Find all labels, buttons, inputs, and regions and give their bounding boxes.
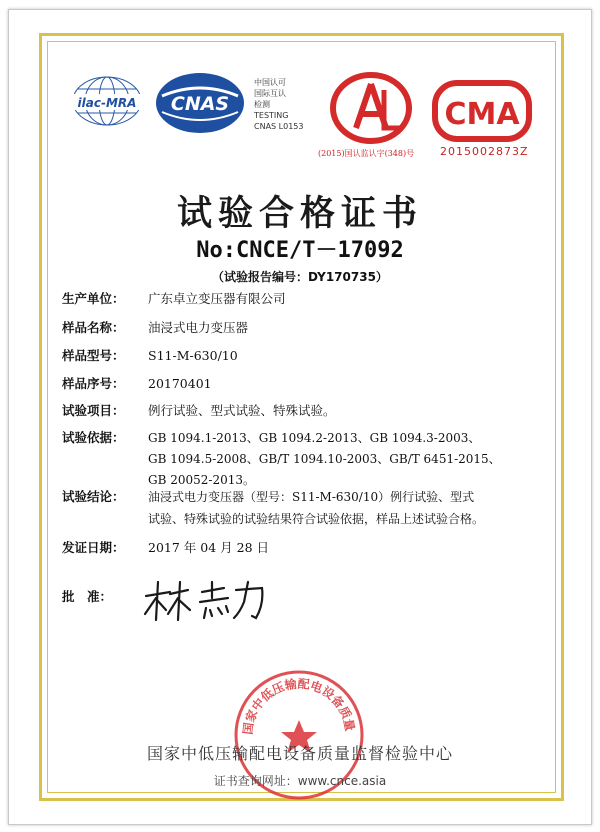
field-label: 样品名称： — [62, 320, 125, 335]
cnas-logo — [152, 70, 248, 140]
field-label: 试验项目： — [62, 403, 125, 418]
field-label: 试验依据： — [62, 430, 125, 445]
conclusion-line: 试验、特殊试验的试验结果符合试验依据，样品上述试验合格。 — [148, 512, 485, 526]
cal-logo — [328, 72, 414, 148]
field-value: 例行试验、型式试验、特殊试验。 — [148, 403, 336, 418]
stamp-text: 国家中低压输配电设备质量 — [240, 676, 358, 736]
signature — [140, 578, 270, 628]
field-value: S11-M-630/10 — [148, 348, 238, 363]
ilac-mra-logo — [68, 72, 146, 134]
cnas-side-line: 国际互认 — [254, 89, 286, 98]
footer-query-url: 证书查询网址：www.cnce.asia — [213, 774, 387, 788]
cal-logo-text: CAL — [370, 112, 372, 113]
certificate-title: 试验合格证书 — [176, 193, 423, 234]
cnas-side-line: 中国认可 — [254, 78, 286, 87]
field-label: 样品型号： — [62, 348, 125, 363]
field-value: 2017 年 04 月 28 日 — [148, 540, 269, 555]
field-label: 样品序号： — [62, 376, 125, 391]
field-value: 广东卓立变压器有限公司 — [148, 291, 286, 306]
cnas-accreditation-text — [254, 77, 303, 132]
field-label: 试验结论： — [62, 489, 125, 504]
field-label: 发证日期： — [62, 540, 125, 555]
certificate-number: No:CNCE/T－17092 — [196, 238, 404, 263]
cnas-side-line: CNAS L0153 — [254, 122, 304, 131]
field-value: 油浸式电力变压器 — [148, 320, 249, 335]
ilac-logo-text: ilac-MRA — [77, 96, 137, 110]
conclusion-line: 油浸式电力变压器（型号：S11-M-630/10）例行试验、型式 — [148, 490, 475, 504]
cnas-logo-text: CNAS — [170, 93, 230, 115]
field-label: 批 准： — [62, 589, 113, 604]
cma-logo — [432, 80, 532, 146]
footer-organization: 国家中低压输配电设备质量监督检验中心 — [146, 744, 453, 763]
cnas-side-line: TESTING — [254, 111, 289, 120]
cnas-side-line: 检测 — [254, 100, 270, 109]
cma-caption: 2015002873Z — [440, 145, 529, 158]
cma-logo-text: CMA — [444, 97, 520, 132]
field-value: 20170401 — [148, 376, 212, 391]
basis-line: GB 1094.1-2013、GB 1094.2-2013、GB 1094.3-2003、 — [148, 431, 481, 445]
report-number: （试验报告编号：DY170735） — [212, 270, 388, 284]
basis-line: GB 1094.5-2008、GB/T 1094.10-2003、GB/T 6451-2015、 — [148, 452, 501, 466]
field-label: 生产单位： — [62, 291, 125, 306]
svg-text:国家中低压输配电设备质量监督检验中心 — [232, 668, 358, 735]
cal-caption: (2015)国认监认字(348)号 — [318, 149, 415, 158]
basis-line: GB 20052-2013。 — [148, 473, 255, 487]
